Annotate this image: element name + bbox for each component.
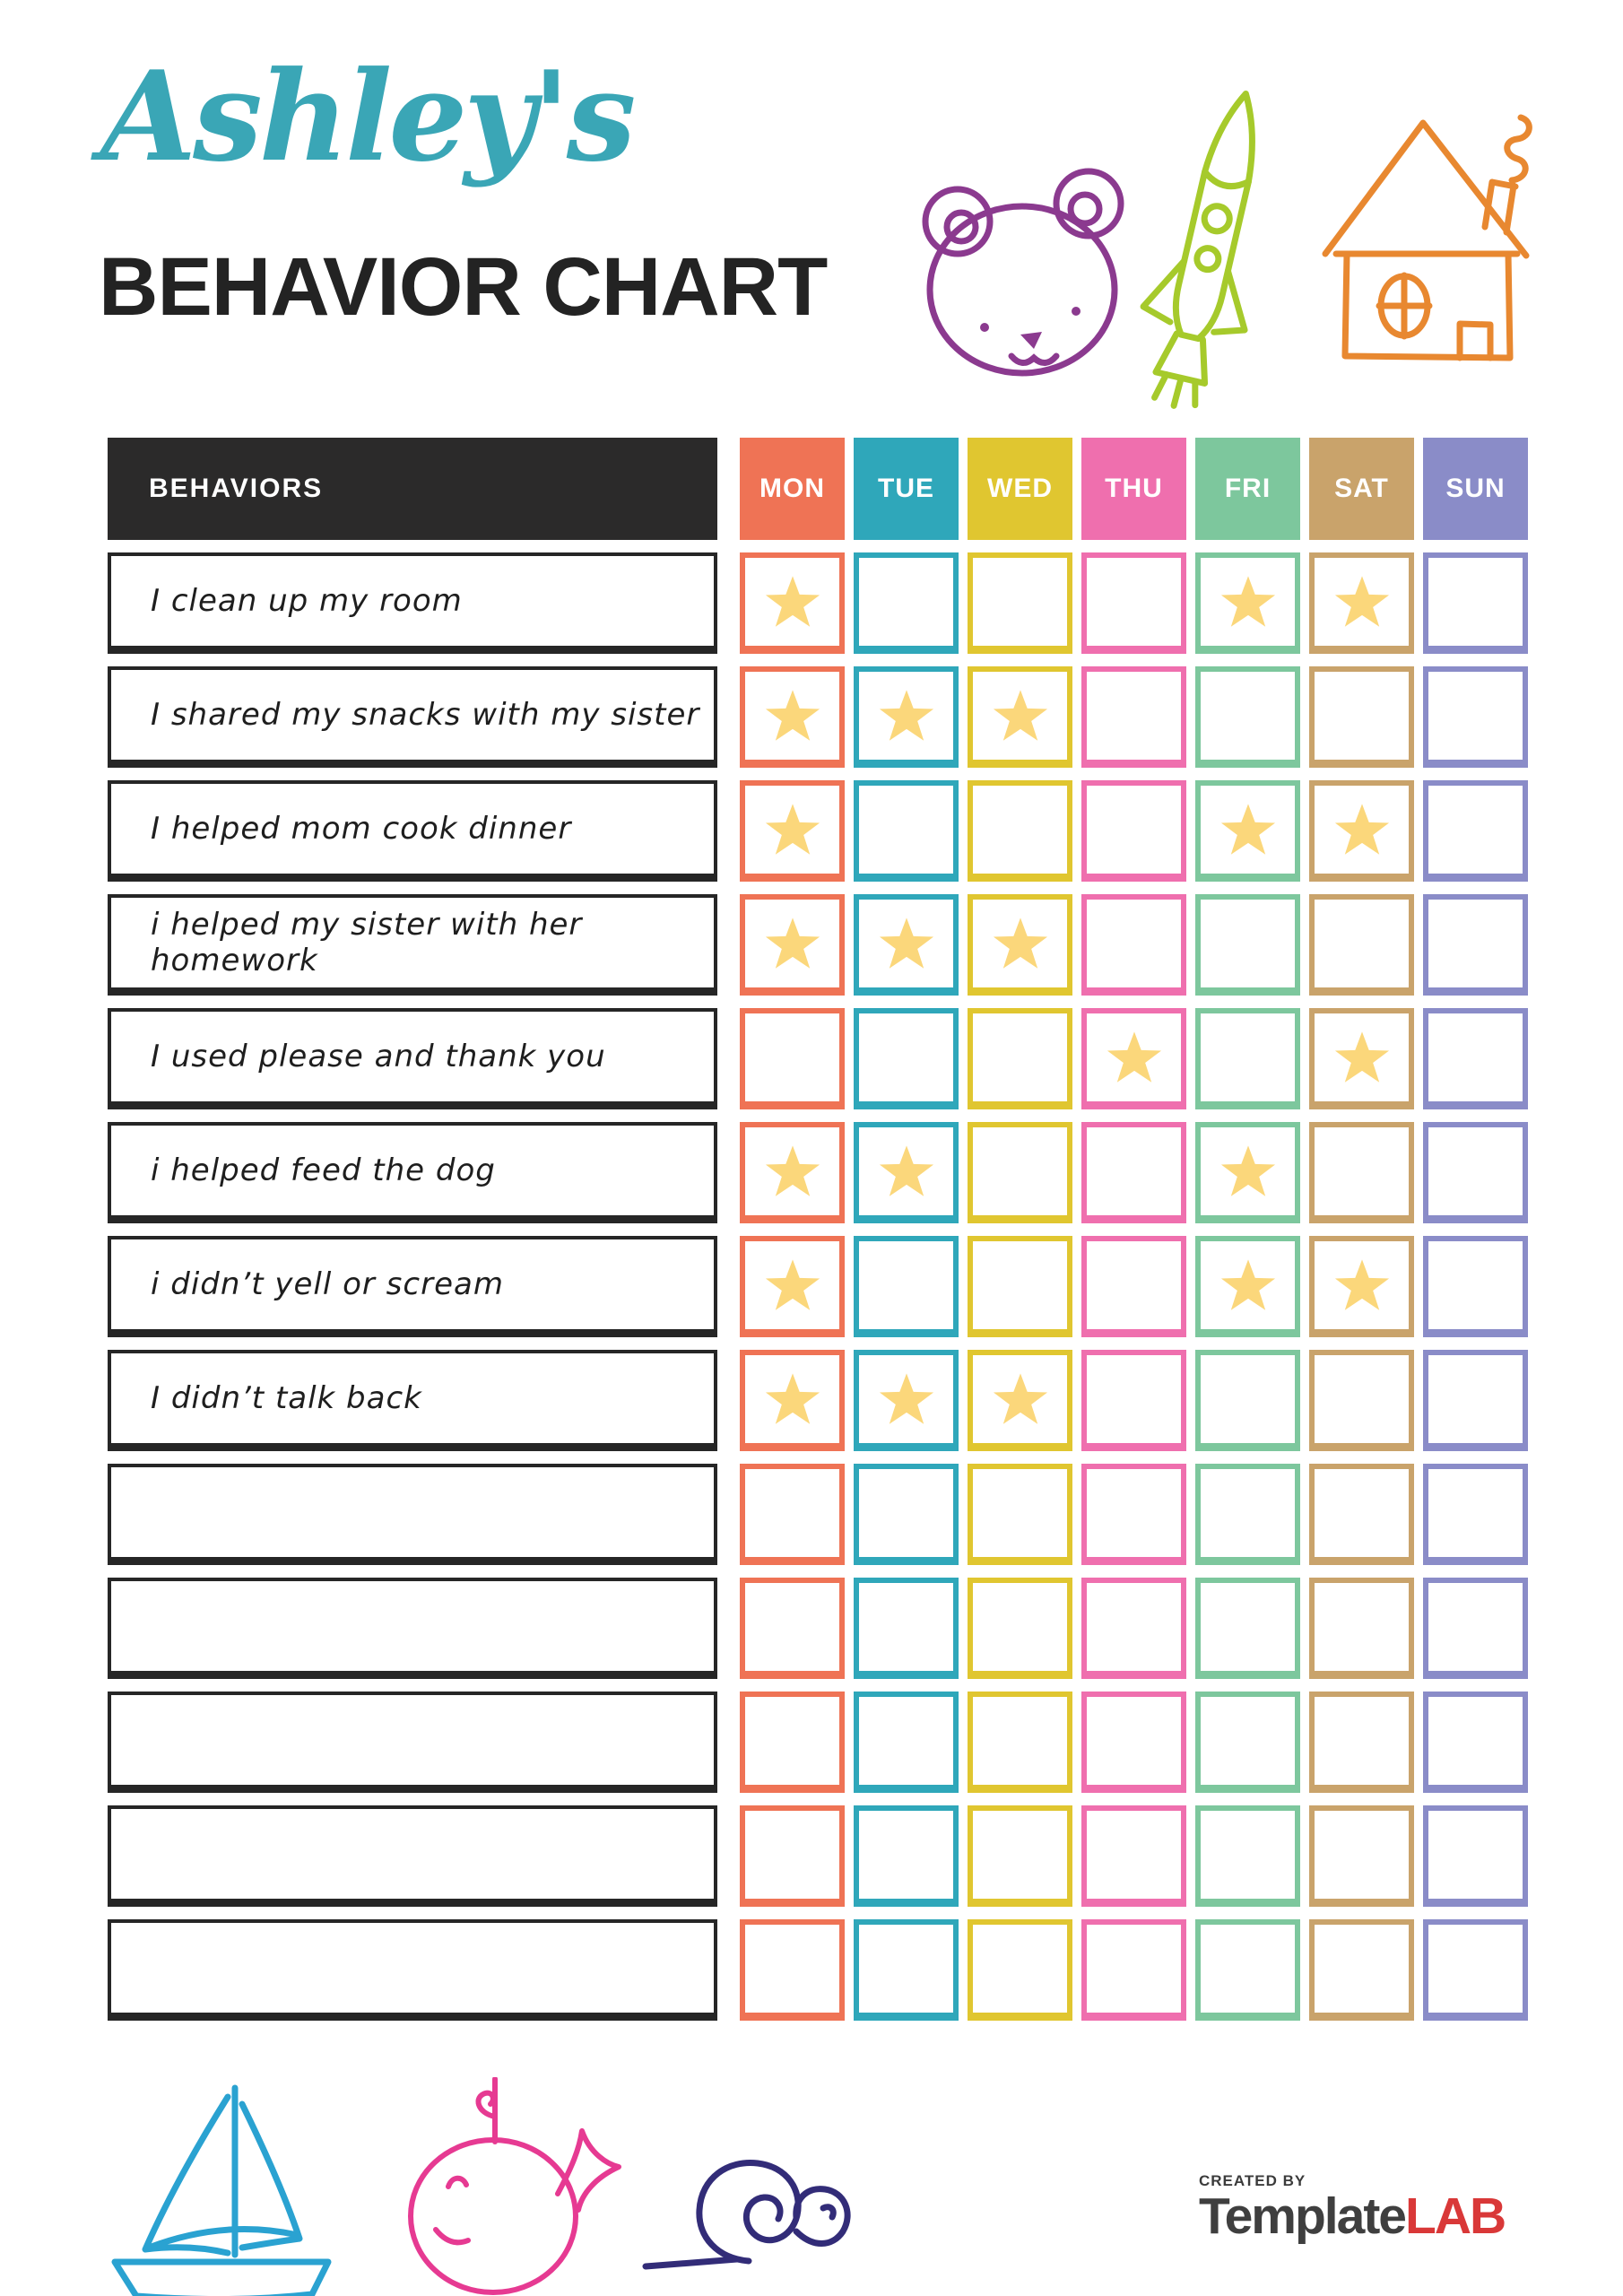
day-header-sat: SAT <box>1309 438 1414 540</box>
star-cell-sun[interactable] <box>1423 1805 1528 1907</box>
star-cell-sat[interactable] <box>1309 1805 1414 1907</box>
star-cell-tue[interactable] <box>854 666 959 768</box>
bear-icon <box>925 171 1121 373</box>
star-cell-wed[interactable] <box>968 1692 1072 1793</box>
star-cell-mon[interactable] <box>740 666 845 768</box>
star-cell-wed[interactable] <box>968 1464 1072 1565</box>
star-cell-sun[interactable] <box>1423 1692 1528 1793</box>
star-cell-mon[interactable] <box>740 780 845 882</box>
brand-name-red: LAB <box>1405 2187 1506 2245</box>
star-cell-sat[interactable] <box>1309 780 1414 882</box>
star-cell-mon[interactable] <box>740 1350 845 1451</box>
star-cell-sun[interactable] <box>1423 1464 1528 1565</box>
star-cell-sun[interactable] <box>1423 1236 1528 1337</box>
behavior-chart-table <box>108 438 1529 2021</box>
star-cell-sat[interactable] <box>1309 1692 1414 1793</box>
behavior-row <box>108 552 1529 654</box>
behavior-label <box>108 1578 717 1679</box>
star-icon <box>764 575 821 630</box>
star-cell-mon[interactable] <box>740 1578 845 1679</box>
behavior-label: I didn’t talk back <box>108 1350 717 1451</box>
behavior-label <box>108 1692 717 1793</box>
star-icon <box>992 917 1049 971</box>
star-cell-sat[interactable] <box>1309 666 1414 768</box>
star-cell-sat[interactable] <box>1309 1578 1414 1679</box>
brand-logo <box>1199 2187 1506 2245</box>
star-cell-mon[interactable] <box>740 1122 845 1223</box>
star-cell-mon[interactable] <box>740 1692 845 1793</box>
star-icon <box>1106 1031 1163 1085</box>
star-cell-mon[interactable] <box>740 1464 845 1565</box>
star-icon <box>1333 1031 1391 1085</box>
star-cell-thu[interactable] <box>1081 1008 1186 1109</box>
star-cell-sun[interactable] <box>1423 1350 1528 1451</box>
star-cell-thu[interactable] <box>1081 1464 1186 1565</box>
star-cell-fri[interactable] <box>1195 1692 1300 1793</box>
star-icon <box>764 1258 821 1313</box>
star-cell-fri[interactable] <box>1195 1122 1300 1223</box>
star-cell-wed[interactable] <box>968 1350 1072 1451</box>
behavior-row <box>108 1350 1529 1451</box>
behavior-row <box>108 1578 1529 1679</box>
snail-icon <box>646 2162 847 2266</box>
star-cell-tue[interactable] <box>854 780 959 882</box>
star-icon <box>878 917 935 971</box>
star-icon <box>878 689 935 744</box>
star-icon <box>764 689 821 744</box>
star-cell-fri[interactable] <box>1195 1350 1300 1451</box>
star-cell-thu[interactable] <box>1081 894 1186 996</box>
star-cell-tue[interactable] <box>854 1236 959 1337</box>
behavior-row <box>108 1919 1529 2021</box>
star-cell-tue[interactable] <box>854 1008 959 1109</box>
brand-name-gray: Template <box>1199 2187 1406 2245</box>
day-header-mon: MON <box>740 438 845 540</box>
bottom-doodles <box>90 2077 897 2296</box>
star-cell-sun[interactable] <box>1423 780 1528 882</box>
star-cell-tue[interactable] <box>854 1122 959 1223</box>
star-cell-sat[interactable] <box>1309 894 1414 996</box>
whale-icon <box>411 2079 619 2292</box>
star-cell-fri[interactable] <box>1195 1236 1300 1337</box>
star-cell-mon[interactable] <box>740 1919 845 2021</box>
brand-footer <box>1199 2172 1506 2245</box>
behavior-row <box>108 666 1529 768</box>
star-cell-wed[interactable] <box>968 1805 1072 1907</box>
star-cell-thu[interactable] <box>1081 780 1186 882</box>
star-cell-wed[interactable] <box>968 1008 1072 1109</box>
star-cell-mon[interactable] <box>740 1008 845 1109</box>
behavior-label: i didn’t yell or scream <box>108 1236 717 1337</box>
star-cell-sat[interactable] <box>1309 1919 1414 2021</box>
star-icon <box>1219 1144 1277 1199</box>
day-header-sun: SUN <box>1423 438 1528 540</box>
chart-header-row <box>108 438 1529 540</box>
page-title: BEHAVIOR CHART <box>99 241 828 333</box>
star-cell-tue[interactable] <box>854 1464 959 1565</box>
star-cell-wed[interactable] <box>968 1919 1072 2021</box>
star-cell-sat[interactable] <box>1309 1122 1414 1223</box>
behavior-label: I clean up my room <box>108 552 717 654</box>
star-cell-mon[interactable] <box>740 552 845 654</box>
chart-rows <box>108 552 1529 2021</box>
star-cell-fri[interactable] <box>1195 666 1300 768</box>
behavior-row <box>108 1236 1529 1337</box>
house-icon <box>1325 117 1529 358</box>
star-icon <box>1333 575 1391 630</box>
star-cell-sat[interactable] <box>1309 1350 1414 1451</box>
behavior-row <box>108 1692 1529 1793</box>
day-header-wed: WED <box>968 438 1072 540</box>
star-icon <box>992 689 1049 744</box>
star-cell-fri[interactable] <box>1195 1805 1300 1907</box>
star-cell-sun[interactable] <box>1423 1578 1528 1679</box>
star-cell-thu[interactable] <box>1081 1578 1186 1679</box>
star-cell-sat[interactable] <box>1309 552 1414 654</box>
star-cell-mon[interactable] <box>740 1805 845 1907</box>
star-cell-wed[interactable] <box>968 1122 1072 1223</box>
star-icon <box>878 1144 935 1199</box>
star-cell-wed[interactable] <box>968 1236 1072 1337</box>
star-cell-tue[interactable] <box>854 1805 959 1907</box>
star-cell-tue[interactable] <box>854 1578 959 1679</box>
star-cell-fri[interactable] <box>1195 1919 1300 2021</box>
star-icon <box>1333 1258 1391 1313</box>
behavior-row <box>108 1122 1529 1223</box>
behaviors-column-header: BEHAVIORS <box>108 438 717 540</box>
star-cell-tue[interactable] <box>854 1692 959 1793</box>
star-cell-wed[interactable] <box>968 1578 1072 1679</box>
star-icon <box>1219 1258 1277 1313</box>
star-cell-wed[interactable] <box>968 666 1072 768</box>
star-cell-wed[interactable] <box>968 552 1072 654</box>
day-headers <box>717 438 1528 540</box>
star-icon <box>1219 575 1277 630</box>
star-cell-thu[interactable] <box>1081 1236 1186 1337</box>
behavior-row <box>108 1008 1529 1109</box>
star-icon <box>1333 803 1391 857</box>
star-cell-tue[interactable] <box>854 1350 959 1451</box>
star-cell-thu[interactable] <box>1081 1919 1186 2021</box>
behavior-label: I shared my snacks with my sister <box>108 666 717 768</box>
star-cell-fri[interactable] <box>1195 780 1300 882</box>
star-cell-sun[interactable] <box>1423 1008 1528 1109</box>
star-icon <box>764 803 821 857</box>
star-cell-fri[interactable] <box>1195 1008 1300 1109</box>
star-icon <box>764 1372 821 1427</box>
behavior-row <box>108 1464 1529 1565</box>
star-cell-tue[interactable] <box>854 552 959 654</box>
day-header-thu: THU <box>1081 438 1186 540</box>
star-cell-mon[interactable] <box>740 894 845 996</box>
behavior-label <box>108 1464 717 1565</box>
star-icon <box>764 1144 821 1199</box>
star-cell-fri[interactable] <box>1195 894 1300 996</box>
sailboat-icon <box>115 2088 328 2296</box>
behavior-label <box>108 1805 717 1907</box>
star-icon <box>1219 803 1277 857</box>
day-header-tue: TUE <box>854 438 959 540</box>
star-cell-thu[interactable] <box>1081 1805 1186 1907</box>
star-icon <box>764 917 821 971</box>
behavior-label: I helped mom cook dinner <box>108 780 717 882</box>
behavior-label <box>108 1919 717 2021</box>
star-cell-sat[interactable] <box>1309 1008 1414 1109</box>
star-cell-sun[interactable] <box>1423 894 1528 996</box>
star-cell-thu[interactable] <box>1081 666 1186 768</box>
behavior-label: i helped my sister with her homework <box>108 894 717 996</box>
behavior-label: I used please and thank you <box>108 1008 717 1109</box>
star-icon <box>878 1372 935 1427</box>
star-cell-sun[interactable] <box>1423 1919 1528 2021</box>
star-cell-fri[interactable] <box>1195 1578 1300 1679</box>
star-cell-wed[interactable] <box>968 894 1072 996</box>
star-cell-sun[interactable] <box>1423 1122 1528 1223</box>
star-cell-fri[interactable] <box>1195 1464 1300 1565</box>
star-icon <box>992 1372 1049 1427</box>
star-cell-sun[interactable] <box>1423 666 1528 768</box>
day-header-fri: FRI <box>1195 438 1300 540</box>
star-cell-tue[interactable] <box>854 1919 959 2021</box>
star-cell-thu[interactable] <box>1081 1350 1186 1451</box>
rocket-icon <box>1124 82 1297 417</box>
star-cell-thu[interactable] <box>1081 1692 1186 1793</box>
star-cell-sun[interactable] <box>1423 552 1528 654</box>
child-name-title: Ashley's <box>100 43 633 189</box>
top-doodles <box>906 67 1533 426</box>
behavior-row <box>108 894 1529 996</box>
star-cell-wed[interactable] <box>968 780 1072 882</box>
behavior-row <box>108 780 1529 882</box>
star-cell-thu[interactable] <box>1081 1122 1186 1223</box>
star-cell-sat[interactable] <box>1309 1236 1414 1337</box>
star-cell-sat[interactable] <box>1309 1464 1414 1565</box>
star-cell-mon[interactable] <box>740 1236 845 1337</box>
star-cell-tue[interactable] <box>854 894 959 996</box>
behavior-label: i helped feed the dog <box>108 1122 717 1223</box>
star-cell-thu[interactable] <box>1081 552 1186 654</box>
behavior-row <box>108 1805 1529 1907</box>
created-by-label: CREATED BY <box>1199 2172 1306 2189</box>
star-cell-fri[interactable] <box>1195 552 1300 654</box>
